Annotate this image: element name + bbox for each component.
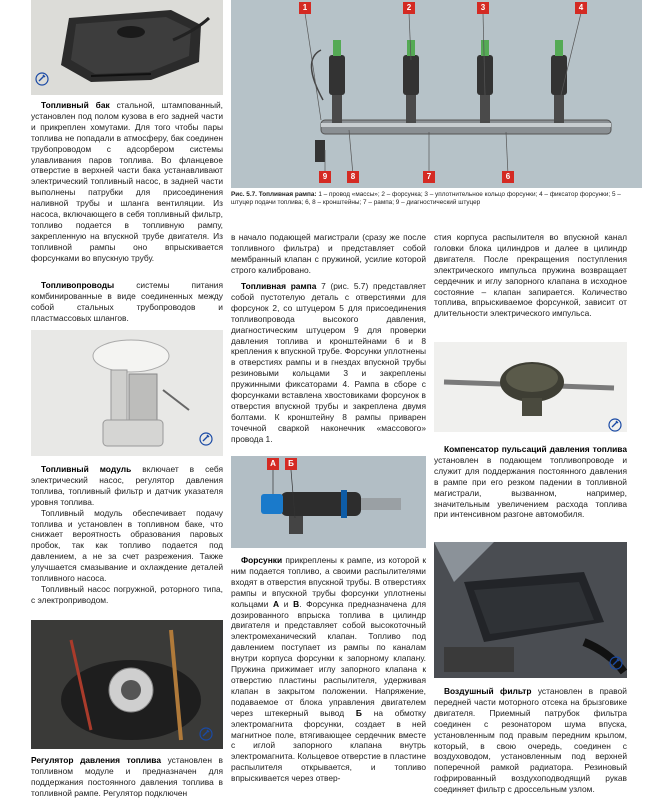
wrench-gear-icon bbox=[199, 727, 213, 741]
air-filter-image bbox=[434, 542, 627, 678]
injectors-title: Форсунки bbox=[241, 555, 283, 565]
col2-top-text: в начало подающей магистрали (сразу же после топливного фильтра) и представляет собой мембранный клапан с пружиной, усилие которой строго калибровано. bbox=[231, 232, 426, 275]
fuel-tank-title: Топливный бак bbox=[41, 100, 110, 110]
callout-2: 2 bbox=[403, 2, 415, 14]
pressure-regulator-photo bbox=[31, 620, 223, 749]
fuel-module-image bbox=[31, 330, 223, 456]
regulator-title: Регулятор давления топлива bbox=[31, 755, 161, 765]
injectors-rest2: на обмотку электромагнита форсунки, создает в ней магнитное поле, втягивающее сердечник вместе с иглой запорного клапана внутрь электромагнита. Кольцевое отверстие в пластине распылителя открывается, и топливо впрыскивается через отвер- bbox=[231, 707, 426, 784]
ring-b: В bbox=[293, 598, 300, 609]
callout-8: 8 bbox=[347, 171, 359, 183]
pressure-regulator-image bbox=[31, 620, 223, 749]
col2-continuation bbox=[231, 232, 426, 280]
caption-text: 1 – провод «массы»; 2 – форсунка; 3 – уплотнительное кольцо форсунки; 4 – фиксатор форсунки; 5 – штуцер подачи топлива; 6, 8 – кронштейны; 7 – рампа; 9 – диагностический штуцер bbox=[231, 191, 621, 207]
fuel-rail-body: 7 (рис. 5.7) представляет собой пустотелую деталь с отверстиями для форсунок 2, со штуцером 5 для присоединения топливопровода высокого давления, диагностическим штуцером 9 для проверки давления топлива и кронштейнами 6 и 8 крепления к впускной трубе. Форсунки уплотнены в отверстиях рампы и в гнездах впускной трубы резиновыми кольцами 3 и закреплены пружинными фиксаторами 4. Рампа в сборе с форсунками вставлена хвостовиками форсунок в отверстия впускной трубы и закреплена двумя болтами. К кронштейну 8 рампы приварен точечной сваркой наконечник «массового» провода 1. bbox=[231, 281, 426, 444]
terminal-b: Б bbox=[355, 707, 362, 718]
pressure-damper-image bbox=[434, 342, 627, 432]
injectors-rest: . Форсунка предназначена для дозированного впрыска топлива в цилиндр двигателя и представляет собой высокоточный электромеханический клапан. Топливо под давлением поступает из рампы по каналам внутри корпуса форсунки к запорному клапану. Пружина прижимает иглу запорного клапана к отверстию пластины распылителя, удерживая клапан в закрытом положении. Напряжение, подаваемое от блока управления двигателем через штекерный вывод bbox=[231, 598, 426, 718]
fuel-tank-paragraph bbox=[31, 100, 223, 278]
damper-title: Компенсатор пульсаций давления топлива bbox=[444, 444, 627, 454]
fuel-tank-body: стальной, штампованный, установлен под полом кузова в его задней части и прикреплен хомутами. Для того чтобы пары топлива не попадали в атмосферу, бак соединен трубопроводом с адсорбером системы улавливания паров топлива. Во фланцевое отверстие в верхней части бака устанавливают электрический топливный насос, в задней части выполнены патрубки для присоединения наливной трубы и шланга вентиляции. Из насоса, включающего в себя топливный фильтр, топливо подается в топливную рампу, закрепленную на впускной трубе двигателя. Из топливной рампы оно впрыскивается форсунками во впускную трубу. bbox=[31, 100, 223, 263]
callout-6: 6 bbox=[502, 171, 514, 183]
label-b: Б bbox=[285, 458, 297, 470]
fuel-module-body: включает в себя электрический насос, регулятор давления топлива, топливный фильтр и датчик указателя уровня топлива. bbox=[31, 464, 223, 507]
fuel-module-paragraph bbox=[31, 464, 223, 614]
ring-a: А bbox=[273, 598, 280, 609]
pressure-damper-photo bbox=[434, 342, 627, 432]
injectors-mid: и bbox=[279, 598, 294, 609]
caption-label: Рис. 5.7. Топливная рампа: bbox=[231, 191, 317, 198]
wrench-gear-icon bbox=[609, 656, 623, 670]
col3-top-text: стия корпуса распылителя во впускной канал головки блока цилиндров и далее в цилиндр двигателя. После прекращения поступления электрического импульса пружина возвращает сердечник и иглу запорного клапана в исходное состояние – клапан запирается. Количество топлива, впрыскиваемое форсункой, зависит от длительности электрического импульса. bbox=[434, 232, 627, 319]
figure-caption bbox=[231, 191, 642, 217]
air-filter-paragraph bbox=[434, 686, 627, 801]
fuel-module-p2: Топливный модуль обеспечивает подачу топлива и установлен в топливном баке, что снижает вероятность образования паровых пробок, так как топливо подается под давлением, а не за счет разрежения. Также улучшается смазывание и охлаждение деталей топливного насоса. bbox=[31, 507, 223, 584]
callout-1: 1 bbox=[299, 2, 311, 14]
callout-4: 4 bbox=[575, 2, 587, 14]
air-filter-title: Воздушный фильтр bbox=[444, 686, 532, 696]
damper-paragraph bbox=[434, 444, 627, 536]
fuel-lines-title: Топливопроводы bbox=[41, 280, 115, 290]
fuel-rail-figure bbox=[231, 0, 642, 188]
injector-photo bbox=[231, 456, 426, 548]
fuel-rail-title: Топливная рампа bbox=[241, 281, 317, 291]
fuel-tank-image bbox=[31, 0, 223, 95]
fuel-module-title: Топливный модуль bbox=[41, 464, 132, 474]
callout-9: 9 bbox=[319, 171, 331, 183]
fuel-module-p3: Топливный насос погружной, роторного типа, с электроприводом. bbox=[31, 583, 223, 605]
damper-body: установлен в подающем топливопроводе и служит для поддержания постоянного давления в рампе при его резком падении в топливной магистрали, вызванном, например, значительным увеличением расхода топлива при интенсивном разгоне автомобиля. bbox=[434, 454, 627, 520]
injectors-body: прикреплены к рампе, из которой к ним подается топливо, а своими распылителями входят в отверстия впускной трубы. В отверстиях рампы и впускной трубы форсунки уплотнены кольцами bbox=[231, 555, 426, 609]
wrench-gear-icon bbox=[608, 418, 622, 432]
air-filter-photo bbox=[434, 542, 627, 678]
fuel-rail-image bbox=[231, 0, 642, 188]
fuel-rail-paragraph bbox=[231, 281, 426, 449]
injector-image bbox=[231, 456, 426, 548]
wrench-gear-icon bbox=[35, 72, 49, 86]
label-a: А bbox=[267, 458, 279, 470]
air-filter-body: установлен в правой передней части моторного отсека на брызговике двигателя. Приемный патрубок фильтра соединен с резонатором шума впуска, установленным под правым передним крылом, который, в свою очередь, соединен с воздуховодом, установленным под верхней поперечной рамкой радиатора. Резиновый гофрированный воздухоподводящий рукав соединяет фильтр с дроссельным узлом. bbox=[434, 686, 627, 795]
callout-7: 7 bbox=[423, 171, 435, 183]
callout-3: 3 bbox=[477, 2, 489, 14]
regulator-paragraph bbox=[31, 755, 223, 801]
fuel-lines-paragraph bbox=[31, 280, 223, 324]
fuel-module-photo bbox=[31, 330, 223, 456]
col3-continuation bbox=[434, 232, 627, 336]
regulator-body: установлен в топливном модуле и предназначен для поддержания постоянного давления топлива в топливной рампе. Регулятор подключен bbox=[31, 755, 223, 798]
injectors-paragraph bbox=[231, 555, 426, 801]
wrench-gear-icon bbox=[199, 432, 213, 446]
fuel-tank-photo bbox=[31, 0, 223, 95]
fuel-lines-body: системы питания комбинированные в виде соединенных между собой стальных трубопроводов и пластмассовых шлангов. bbox=[31, 280, 223, 323]
